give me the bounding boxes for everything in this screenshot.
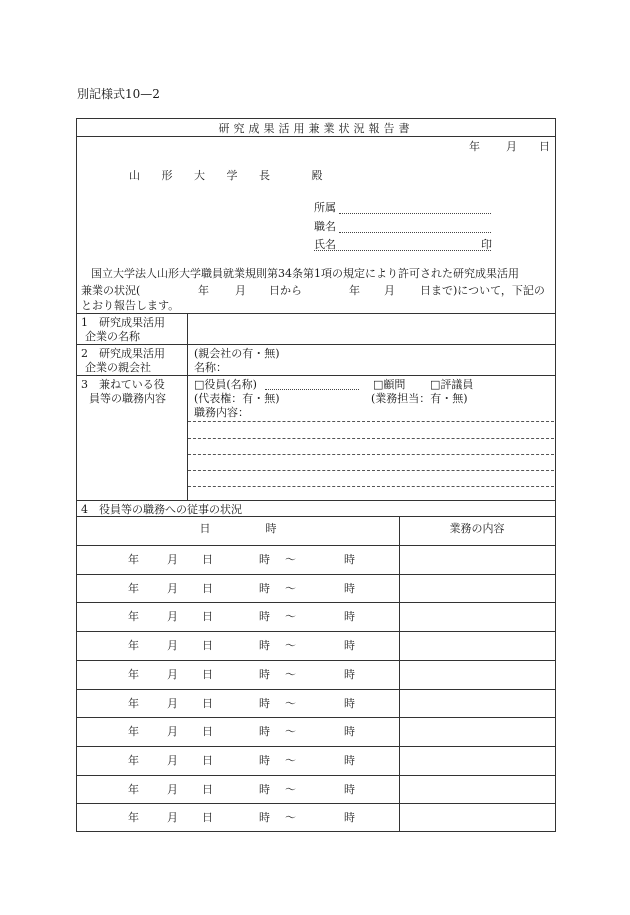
schedule-row-to-label: 時 xyxy=(344,696,355,710)
schedule-row-m-label: 月 xyxy=(167,581,178,595)
schedule-row-y-label: 年 xyxy=(128,725,139,739)
schedule-row-sep-label: ～ xyxy=(285,553,296,566)
form-number: 別記様式10—2 xyxy=(77,87,160,101)
schedule-row-from-label: 時 xyxy=(259,639,270,653)
schedule-row-d-label: 日 xyxy=(202,725,213,739)
schedule-content-header: 業務の内容 xyxy=(449,522,505,535)
schedule-row-content-cell[interactable] xyxy=(400,718,554,745)
schedule-row-sep-label: ～ xyxy=(285,610,296,624)
section-2-divider xyxy=(77,375,555,376)
section-1-divider xyxy=(77,344,555,345)
report-form xyxy=(76,118,556,832)
section-3-label-line-1: 3 兼ねている役 xyxy=(81,378,165,391)
officer-checkbox[interactable]: □役員(名称) xyxy=(194,378,257,391)
intro-divider xyxy=(77,313,555,314)
schedule-row-d-label: 日 xyxy=(202,753,213,767)
schedule-date-header: 日 時 xyxy=(199,522,277,535)
schedule-row-from-label: 時 xyxy=(259,610,270,624)
schedule-row-content-cell[interactable] xyxy=(400,747,554,774)
schedule-row-m-label: 月 xyxy=(167,782,178,796)
schedule-row-to-label: 時 xyxy=(344,667,355,681)
schedule-row-content-cell[interactable] xyxy=(400,546,554,573)
schedule-row-from-label: 時 xyxy=(259,725,270,739)
schedule-row-y-label: 年 xyxy=(128,753,139,767)
schedule-row-d-label: 日 xyxy=(202,553,213,566)
intro-day-1: 日から xyxy=(269,284,302,297)
schedule-row-d-label: 日 xyxy=(202,811,213,825)
date-day-label: 日 xyxy=(539,140,550,153)
title-divider xyxy=(77,136,555,137)
section-2-label-line-2: 企業の親会社 xyxy=(85,361,151,374)
schedule-row-d-label: 日 xyxy=(202,610,213,624)
section-4-title-divider xyxy=(77,516,555,517)
schedule-row-to-label: 時 xyxy=(344,581,355,595)
intro-year-2: 年 xyxy=(349,284,360,297)
schedule-row-to-label: 時 xyxy=(344,782,355,796)
addressee: 山 形 大 学 長 殿 xyxy=(129,169,332,182)
schedule-row-y-label: 年 xyxy=(128,581,139,595)
schedule-row-m-label: 月 xyxy=(167,753,178,767)
schedule-row-sep-label: ～ xyxy=(285,782,296,796)
schedule-row-m-label: 月 xyxy=(167,667,178,681)
position-label: 職名 xyxy=(314,220,336,233)
schedule-row-sep-label: ～ xyxy=(285,753,296,767)
parent-company-name-label: 名称： xyxy=(194,361,227,374)
schedule-row-to-label: 時 xyxy=(344,553,355,566)
schedule-row-content-cell[interactable] xyxy=(400,632,554,659)
duties-line-5[interactable] xyxy=(188,486,554,487)
officer-title-line[interactable] xyxy=(265,389,359,390)
schedule-row-m-label: 月 xyxy=(167,696,178,710)
schedule-row-from-label: 時 xyxy=(259,553,270,566)
schedule-row-content-cell[interactable] xyxy=(400,661,554,688)
schedule-row-d-label: 日 xyxy=(202,667,213,681)
schedule-row-sep-label: ～ xyxy=(285,639,296,653)
intro-line-1: 国立大学法人山形大学職員就業規則第34条第1項の規定により許可された研究成果活用 xyxy=(91,267,519,280)
schedule-row-content-cell[interactable] xyxy=(400,603,554,630)
duties-line-4[interactable] xyxy=(188,470,554,471)
date-year-label: 年 xyxy=(469,140,480,153)
schedule-row-y-label: 年 xyxy=(128,610,139,624)
schedule-row-d-label: 日 xyxy=(202,639,213,653)
section-4-title: 4 役員等の職務への従事の状況 xyxy=(81,503,242,516)
intro-line-2-prefix: 兼業の状況( xyxy=(81,284,141,297)
schedule-row-m-label: 月 xyxy=(167,725,178,739)
schedule-row-from-label: 時 xyxy=(259,753,270,767)
business-charge: (業務担当：有・無) xyxy=(371,392,468,405)
schedule-row-d-label: 日 xyxy=(202,782,213,796)
schedule-row-to-label: 時 xyxy=(344,811,355,825)
schedule-row-content-cell[interactable] xyxy=(400,690,554,717)
section-2-label-line-1: 2 研究成果活用 xyxy=(81,347,165,360)
schedule-row-m-label: 月 xyxy=(167,610,178,624)
intro-month-2: 月 xyxy=(384,284,395,297)
schedule-row-y-label: 年 xyxy=(128,811,139,825)
schedule-row-content-cell[interactable] xyxy=(400,804,554,831)
schedule-row-d-label: 日 xyxy=(202,581,213,595)
schedule-row-sep-label: ～ xyxy=(285,667,296,681)
schedule-row-content-cell[interactable] xyxy=(400,776,554,803)
affiliation-line[interactable] xyxy=(339,213,491,214)
seal-label: 印 xyxy=(481,238,492,251)
schedule-row-from-label: 時 xyxy=(259,782,270,796)
name-label: 氏名 xyxy=(314,238,336,251)
section-1-label-line-1: 1 研究成果活用 xyxy=(81,316,165,329)
schedule-row-y-label: 年 xyxy=(128,667,139,681)
schedule-row-sep-label: ～ xyxy=(285,811,296,825)
schedule-row-from-label: 時 xyxy=(259,581,270,595)
intro-line-3: とおり報告します。 xyxy=(81,299,180,312)
schedule-row-y-label: 年 xyxy=(128,696,139,710)
schedule-row-to-label: 時 xyxy=(344,610,355,624)
schedule-row-y-label: 年 xyxy=(128,553,139,566)
schedule-row-sep-label: ～ xyxy=(285,696,296,710)
section-3-divider xyxy=(77,500,555,501)
intro-month-1: 月 xyxy=(235,284,246,297)
schedule-row-y-label: 年 xyxy=(128,782,139,796)
label-column-divider xyxy=(187,313,188,500)
date-month-label: 月 xyxy=(506,140,517,153)
duties-line-3[interactable] xyxy=(188,454,554,455)
name-line[interactable] xyxy=(314,250,491,251)
advisor-checkbox[interactable]: □顧問 xyxy=(373,378,406,391)
intro-year-1: 年 xyxy=(198,284,209,297)
schedule-row-m-label: 月 xyxy=(167,811,178,825)
schedule-row-to-label: 時 xyxy=(344,753,355,767)
intro-day-2: 日まで)について，下記の xyxy=(420,284,545,297)
schedule-row-y-label: 年 xyxy=(128,639,139,653)
affiliation-label: 所属 xyxy=(314,201,336,214)
representative-rights: (代表権：有・無) xyxy=(194,392,280,405)
duties-line-2[interactable] xyxy=(188,438,554,439)
schedule-row-to-label: 時 xyxy=(344,639,355,653)
schedule-row-content-cell[interactable] xyxy=(400,575,554,602)
schedule-row-from-label: 時 xyxy=(259,811,270,825)
position-line[interactable] xyxy=(339,232,491,233)
councilor-checkbox[interactable]: □評議員 xyxy=(430,378,474,391)
duties-label: 職務内容： xyxy=(194,406,249,419)
schedule-row-from-label: 時 xyxy=(259,667,270,681)
duties-line-1[interactable] xyxy=(188,421,554,422)
schedule-row-m-label: 月 xyxy=(167,639,178,653)
schedule-row-sep-label: ～ xyxy=(285,725,296,739)
section-1-label-line-2: 企業の名称 xyxy=(85,330,140,343)
form-title: 研究成果活用兼業状況報告書 xyxy=(218,122,414,135)
schedule-row-m-label: 月 xyxy=(167,553,178,566)
section-3-label-line-2: 員等の職務内容 xyxy=(89,392,166,405)
parent-company-choice: (親会社の有・無) xyxy=(194,347,280,360)
schedule-row-to-label: 時 xyxy=(344,725,355,739)
schedule-row-d-label: 日 xyxy=(202,696,213,710)
schedule-row-from-label: 時 xyxy=(259,696,270,710)
schedule-row-sep-label: ～ xyxy=(285,581,296,595)
